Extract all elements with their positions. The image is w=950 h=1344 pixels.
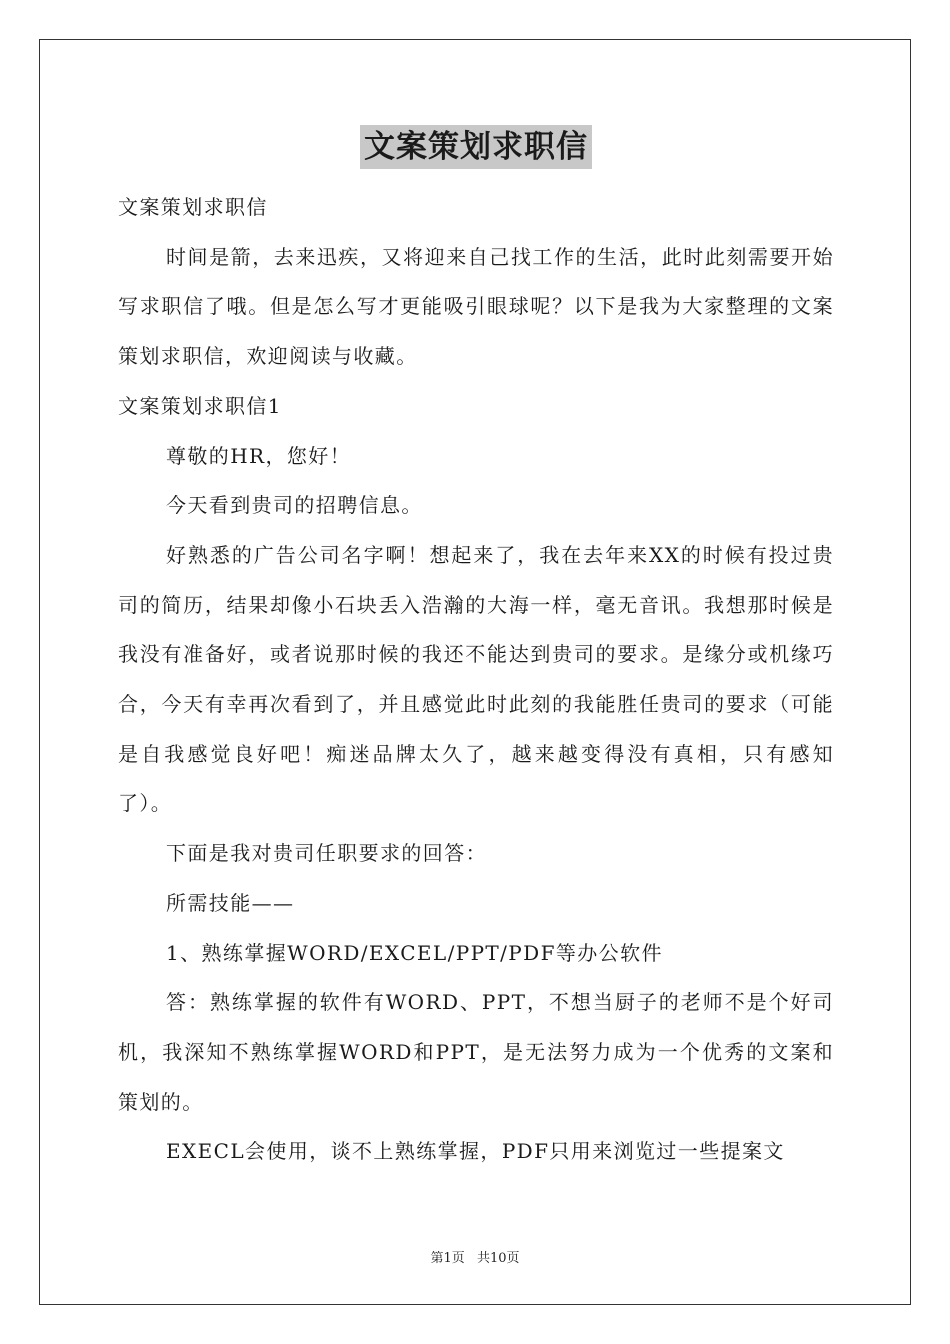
paragraph: 时间是箭，去来迅疾，又将迎来自己找工作的生活，此时此刻需要开始写求职信了哦。但是怎么写才更能吸引眼球呢？以下是我为大家整理的文案策划求职信，欢迎阅读与收藏。 bbox=[118, 244, 834, 369]
paragraph: EXECL会使用，谈不上熟练掌握，PDF只用来浏览过一些提案文 bbox=[166, 1139, 785, 1164]
paragraph: 答：熟练掌握的软件有WORD、PPT，不想当厨子的老师不是个好司机，我深知不熟练掌握WORD和PPT，是无法努力成为一个优秀的文案和策划的。 bbox=[118, 990, 834, 1114]
page-footer bbox=[0, 1247, 950, 1266]
title-block bbox=[118, 125, 834, 175]
paragraph: 尊敬的HR，您好！ bbox=[166, 443, 352, 468]
paragraph: 好熟悉的广告公司名字啊！想起来了，我在去年来XX的时候有投过贵司的简历，结果却像小石块丢入浩瀚的大海一样，毫无音讯。我想那时候是我没有准备好，或者说那时候的我还不能达到贵司的要求。是缘分或机缘巧合，今天有幸再次看到了，并且感觉此时此刻的我能胜任贵司的要求（可能是自我感觉良好吧！痴迷品牌太久了，越来越变得没有真相，只有感知了）。 bbox=[118, 542, 834, 816]
page-number: 第1页 bbox=[430, 1251, 465, 1266]
paragraph: 今天看到贵司的招聘信息。 bbox=[166, 493, 423, 518]
paragraph: 所需技能—— bbox=[166, 890, 295, 915]
document-title: 文案策划求职信 bbox=[360, 125, 592, 169]
document-body bbox=[118, 125, 834, 1177]
paragraph: 下面是我对贵司任职要求的回答： bbox=[166, 841, 487, 866]
paragraph: 文案策划求职信1 bbox=[118, 393, 282, 418]
paragraph-list bbox=[118, 183, 834, 1177]
paragraph: 1、熟练掌握WORD/EXCEL/PPT/PDF等办公软件 bbox=[166, 940, 663, 965]
page-total: 共10页 bbox=[476, 1251, 520, 1266]
paragraph: 文案策划求职信 bbox=[118, 195, 268, 219]
